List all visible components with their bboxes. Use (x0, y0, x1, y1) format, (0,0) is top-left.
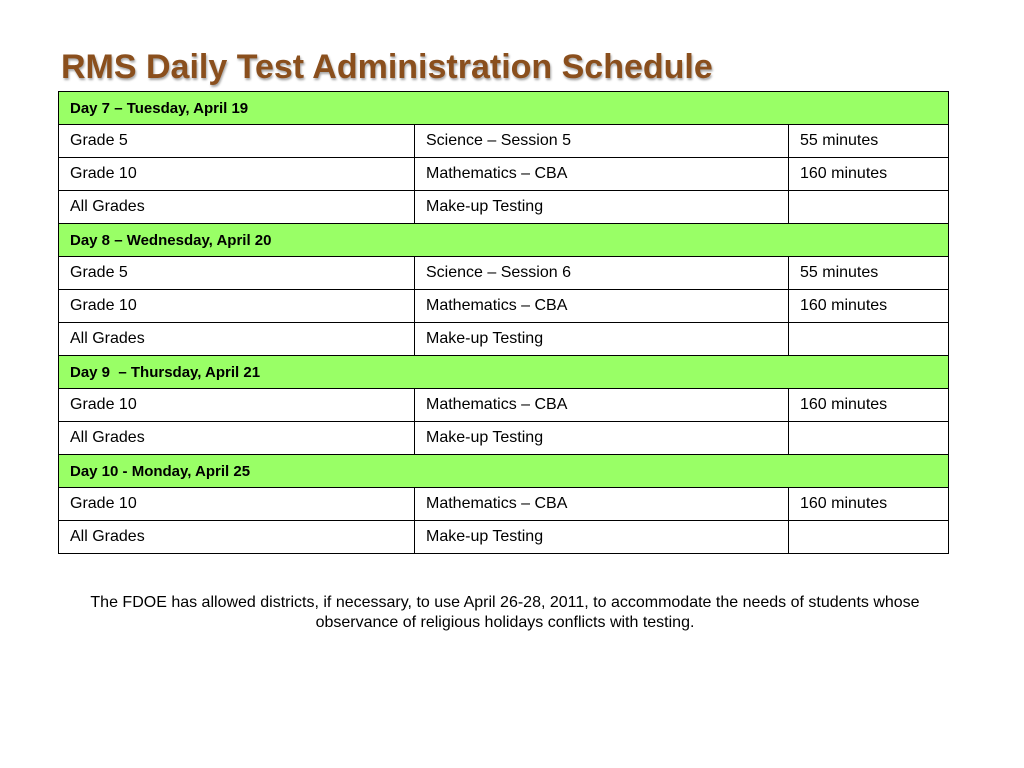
test-cell: Science – Session 5 (415, 125, 789, 158)
day-header: Day 10 - Monday, April 25 (59, 455, 949, 488)
grade-cell: Grade 10 (59, 488, 415, 521)
test-cell: Mathematics – CBA (415, 158, 789, 191)
table-row (59, 125, 949, 158)
day-header: Day 8 – Wednesday, April 20 (59, 224, 949, 257)
grade-cell: Grade 10 (59, 290, 415, 323)
table-row (59, 323, 949, 356)
grade-cell: All Grades (59, 521, 415, 554)
day-header-row (59, 356, 949, 389)
grade-cell: Grade 5 (59, 125, 415, 158)
duration-cell: 160 minutes (789, 488, 949, 521)
day-header-row (59, 455, 949, 488)
duration-cell (789, 191, 949, 224)
table-row (59, 389, 949, 422)
test-cell: Science – Session 6 (415, 257, 789, 290)
day-header: Day 7 – Tuesday, April 19 (59, 92, 949, 125)
duration-cell (789, 323, 949, 356)
footnote: The FDOE has allowed districts, if necessary, to use April 26-28, 2011, to accommodate the needs of students whose observance of religious holidays conflicts with testing. (90, 594, 920, 631)
duration-cell: 160 minutes (789, 389, 949, 422)
duration-cell: 160 minutes (789, 158, 949, 191)
grade-cell: All Grades (59, 191, 415, 224)
day-header: Day 9 – Thursday, April 21 (59, 356, 949, 389)
day-header-row (59, 92, 949, 125)
test-cell: Mathematics – CBA (415, 389, 789, 422)
test-cell: Mathematics – CBA (415, 290, 789, 323)
table-row (59, 257, 949, 290)
table-row (59, 158, 949, 191)
table-row (59, 521, 949, 554)
grade-cell: All Grades (59, 422, 415, 455)
duration-cell: 160 minutes (789, 290, 949, 323)
table-row (59, 422, 949, 455)
grade-cell: All Grades (59, 323, 415, 356)
test-cell: Mathematics – CBA (415, 488, 789, 521)
page-title: RMS Daily Test Administration Schedule (61, 48, 713, 86)
test-cell: Make-up Testing (415, 521, 789, 554)
test-cell: Make-up Testing (415, 323, 789, 356)
duration-cell: 55 minutes (789, 257, 949, 290)
schedule-table (58, 91, 949, 554)
table-row (59, 488, 949, 521)
duration-cell: 55 minutes (789, 125, 949, 158)
grade-cell: Grade 5 (59, 257, 415, 290)
table-row (59, 191, 949, 224)
table-row (59, 290, 949, 323)
test-cell: Make-up Testing (415, 191, 789, 224)
test-cell: Make-up Testing (415, 422, 789, 455)
duration-cell (789, 521, 949, 554)
grade-cell: Grade 10 (59, 158, 415, 191)
day-header-row (59, 224, 949, 257)
grade-cell: Grade 10 (59, 389, 415, 422)
duration-cell (789, 422, 949, 455)
